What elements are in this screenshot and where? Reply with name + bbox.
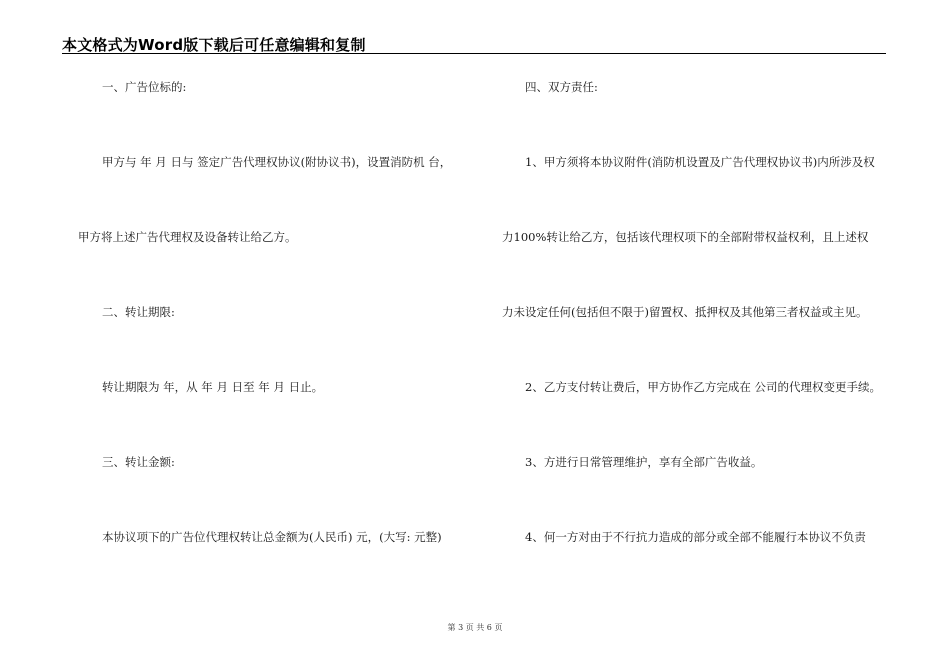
left-paragraph-line: 甲方将上述广告代理权及设备转让给乙方。	[78, 230, 297, 244]
right-paragraph-line: 力未设定任何(包括但不限于)留置权、抵押权及其他第三者权益或主见。	[502, 305, 868, 319]
header-divider	[62, 53, 886, 54]
left-heading-transfer-amount: 三、转让金额:	[102, 455, 175, 469]
right-paragraph-line: 力100%转让给乙方，包括该代理权项下的全部附带权益权利，且上述权	[502, 230, 869, 244]
right-paragraph-line: 1、甲方须将本协议附件(消防机设置及广告代理权协议书)内所涉及权	[525, 155, 875, 169]
right-paragraph-line: 2、乙方支付转让费后，甲方协作乙方完成在 公司的代理权变更手续。	[525, 380, 881, 394]
left-paragraph-line: 转让期限为 年，从 年 月 日至 年 月 日止。	[102, 380, 324, 394]
header-title: 本文格式为Word版下载后可任意编辑和复制	[62, 36, 366, 54]
right-paragraph-line: 4、何一方对由于不行抗力造成的部分或全部不能履行本协议不负责	[525, 530, 866, 544]
left-paragraph-line: 甲方与 年 月 日与 签定广告代理权协议(附协议书)，设置消防机 台，	[102, 155, 452, 169]
left-heading-transfer-term: 二、转让期限:	[102, 305, 175, 319]
left-paragraph-line: 本协议项下的广告位代理权转让总金额为(人民币) 元，(大写: 元整)	[102, 530, 442, 544]
page-number-footer: 第 3 页 共 6 页	[447, 623, 503, 632]
left-heading-ad-target: 一、广告位标的:	[102, 80, 187, 94]
right-paragraph-line: 3、方进行日常管理维护，享有全部广告收益。	[525, 455, 763, 469]
right-heading-responsibilities: 四、双方责任:	[525, 80, 598, 94]
